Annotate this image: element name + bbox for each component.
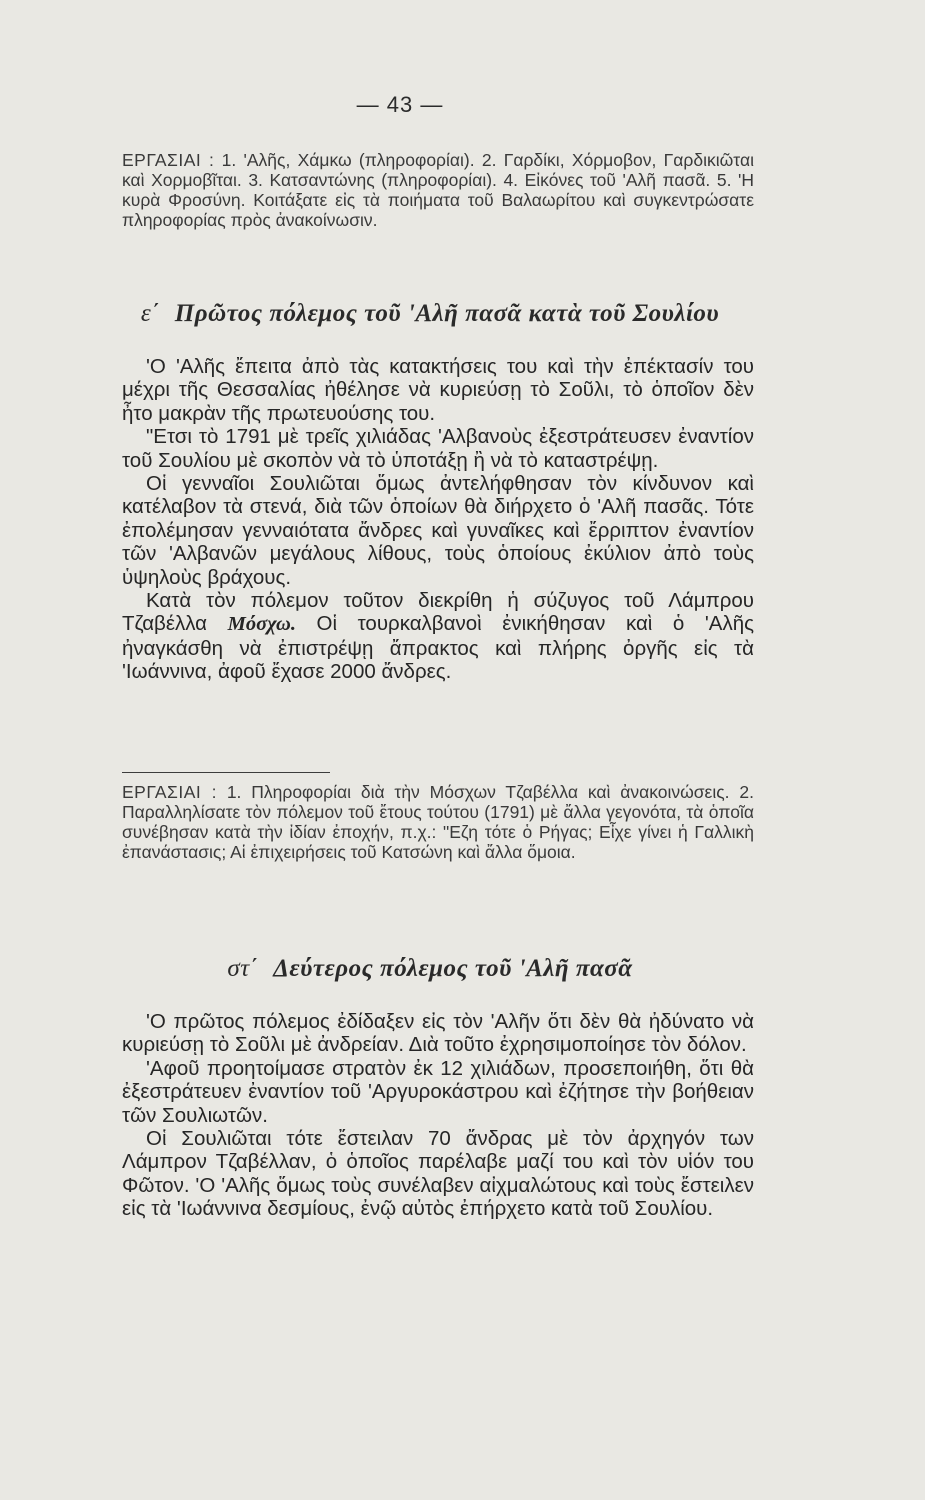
section-number: στ΄ (227, 955, 259, 982)
section-heading-1 (100, 300, 760, 328)
paragraph (122, 589, 754, 684)
exercises-label: ΕΡΓΑΣΙΑΙ : (122, 150, 215, 170)
exercises-block-2 (122, 782, 754, 862)
section-body-2 (122, 1010, 754, 1221)
paragraph: 'Αφοῦ προητοίμασε στρατὸν ἐκ 12 χιλιάδων, προσεποιήθη, ὅτι θὰ ἐξεστράτευεν ἐναντίον τοῦ 'Αργυροκάστρου καὶ ἐζήτησε τὴν βοήθειαν τῶν Σουλιωτῶν. (122, 1056, 754, 1127)
paragraph: "Ετσι τὸ 1791 μὲ τρεῖς χιλιάδας 'Αλβανοὺς ἐξεστράτευσεν ἐναντίον τοῦ Σουλίου μὲ σκοπὸν νὰ τὸ ὑποτάξῃ ἢ νὰ τὸ καταστρέψῃ. (122, 425, 754, 472)
exercises-text: 1. Πληροφορίαι διὰ τὴν Μόσχων Τζαβέλλα καὶ ἀνακοινώσεις. 2. Παραλληλίσατε τὸν πόλεμον τοῦ ἔτους τούτου (1791) μὲ ἄλλα γεγονότα, τὰ ὁποῖα συνέβησαν κατὰ τὴν ἰδίαν ἐποχήν, π.χ.: "Εζη τότε ὁ Ρήγας; Εἶχε γίνει ἡ Γαλλικὴ ἐπανάστασις; Αἱ ἐπιχειρήσεις τοῦ Κατσώνη καὶ ἄλλα ὅμοια. (122, 782, 754, 862)
paragraph-text: Οἱ τουρκαλβανοὶ ἐνικήθησαν καὶ ὁ 'Αλῆς ἠναγκάσθη νὰ ἐπιστρέψῃ ἄπρακτος καὶ πλήρης ὀργῆς εἰς τὰ 'Ιωάννινα, ἀφοῦ ἔχασε 2000 ἄνδρες. (122, 612, 755, 684)
section-number: ε΄ (140, 300, 161, 327)
exercises-block-1 (122, 150, 754, 230)
section-body-1 (122, 355, 754, 684)
paragraph: 'Ο 'Αλῆς ἔπειτα ἀπὸ τὰς κατακτήσεις του καὶ τὴν ἐπέκτασίν του μέχρι τῆς Θεσσαλίας ἠθέλησε νὰ κυριεύσῃ τὸ Σοῦλι, τὸ ὁποῖον δὲν ἦτο μακρὰν τῆς πρωτευούσης του. (122, 355, 754, 425)
exercises-text: 1. 'Αλῆς, Χάμκω (πληροφορίαι). 2. Γαρδίκι, Χόρμοβον, Γαρδικιῶται καὶ Χορμοβῖται. 3. Κατσαντώνης (πληροφορίαι). 4. Εἰκόνες τοῦ 'Αλῆ πασᾶ. 5. 'Η κυρὰ Φροσύνη. Κοιτάξατε εἰς τὰ ποιήματα τοῦ Βαλαωρίτου καὶ συγκεντρώσατε πληροφορίας πρὸς ἀνακοίνωσιν. (122, 150, 754, 230)
section-title: Πρῶτος πόλεμος τοῦ 'Αλῆ πασᾶ κατὰ τοῦ Σουλίου (174, 300, 720, 327)
separator-rule (122, 772, 330, 773)
exercises-label: ΕΡΓΑΣΙΑΙ : (122, 782, 217, 802)
paragraph-text: Κατὰ τὸν πόλεμον τοῦτον διεκρίθη ἡ σύζυγος τοῦ Λάμπρου Τζαβέλλα (122, 589, 754, 636)
paragraph: Οἱ Σουλιῶται τότε ἔστειλαν 70 ἄνδρας μὲ τὸν ἀρχηγόν των Λάμπρον Τζαβέλλαν, ὁ ὁποῖος παρέλαβε μαζί του καὶ τὸν υἱόν του Φῶτον. 'Ο 'Αλῆς ὅμως τοὺς συνέλαβεν αἰχμαλώτους καὶ τοὺς ἔστειλεν εἰς τὰ 'Ιωάννινα δεσμίους, ἐνῷ αὐτὸς ἐπήρχετο κατὰ τοῦ Σουλίου. (122, 1127, 754, 1221)
name-emphasis: Μόσχω. (227, 613, 296, 636)
section-title: Δεύτερος πόλεμος τοῦ 'Αλῆ πασᾶ (273, 955, 633, 982)
paragraph: Οἱ γενναῖοι Σουλιῶται ὅμως ἀντελήφθησαν τὸν κίνδυνον καὶ κατέλαβον τὰ στενά, διὰ τῶν ὁποίων θὰ διήρχετο ὁ 'Αλῆ πασᾶς. Τότε ἐπολέμησαν γενναιότατα ἄνδρες καὶ γυναῖκες καὶ ἔρριπτον ἐναντίον τῶν 'Αλβανῶν μεγάλους λίθους, τοὺς ὁποίους ἐκύλιον ἀπὸ τοὺς ὑψηλοὺς βράχους. (122, 472, 754, 589)
paragraph: 'Ο πρῶτος πόλεμος ἐδίδαξεν εἰς τὸν 'Αλῆν ὅτι δὲν θὰ ἠδύνατο νὰ κυριεύσῃ τὸ Σοῦλι μὲ ἀνδρείαν. Διὰ τοῦτο ἐχρησιμοποίησε τὸν δόλον. (122, 1010, 754, 1057)
page-number: — 43 — (356, 92, 444, 117)
section-heading-2 (100, 955, 760, 983)
